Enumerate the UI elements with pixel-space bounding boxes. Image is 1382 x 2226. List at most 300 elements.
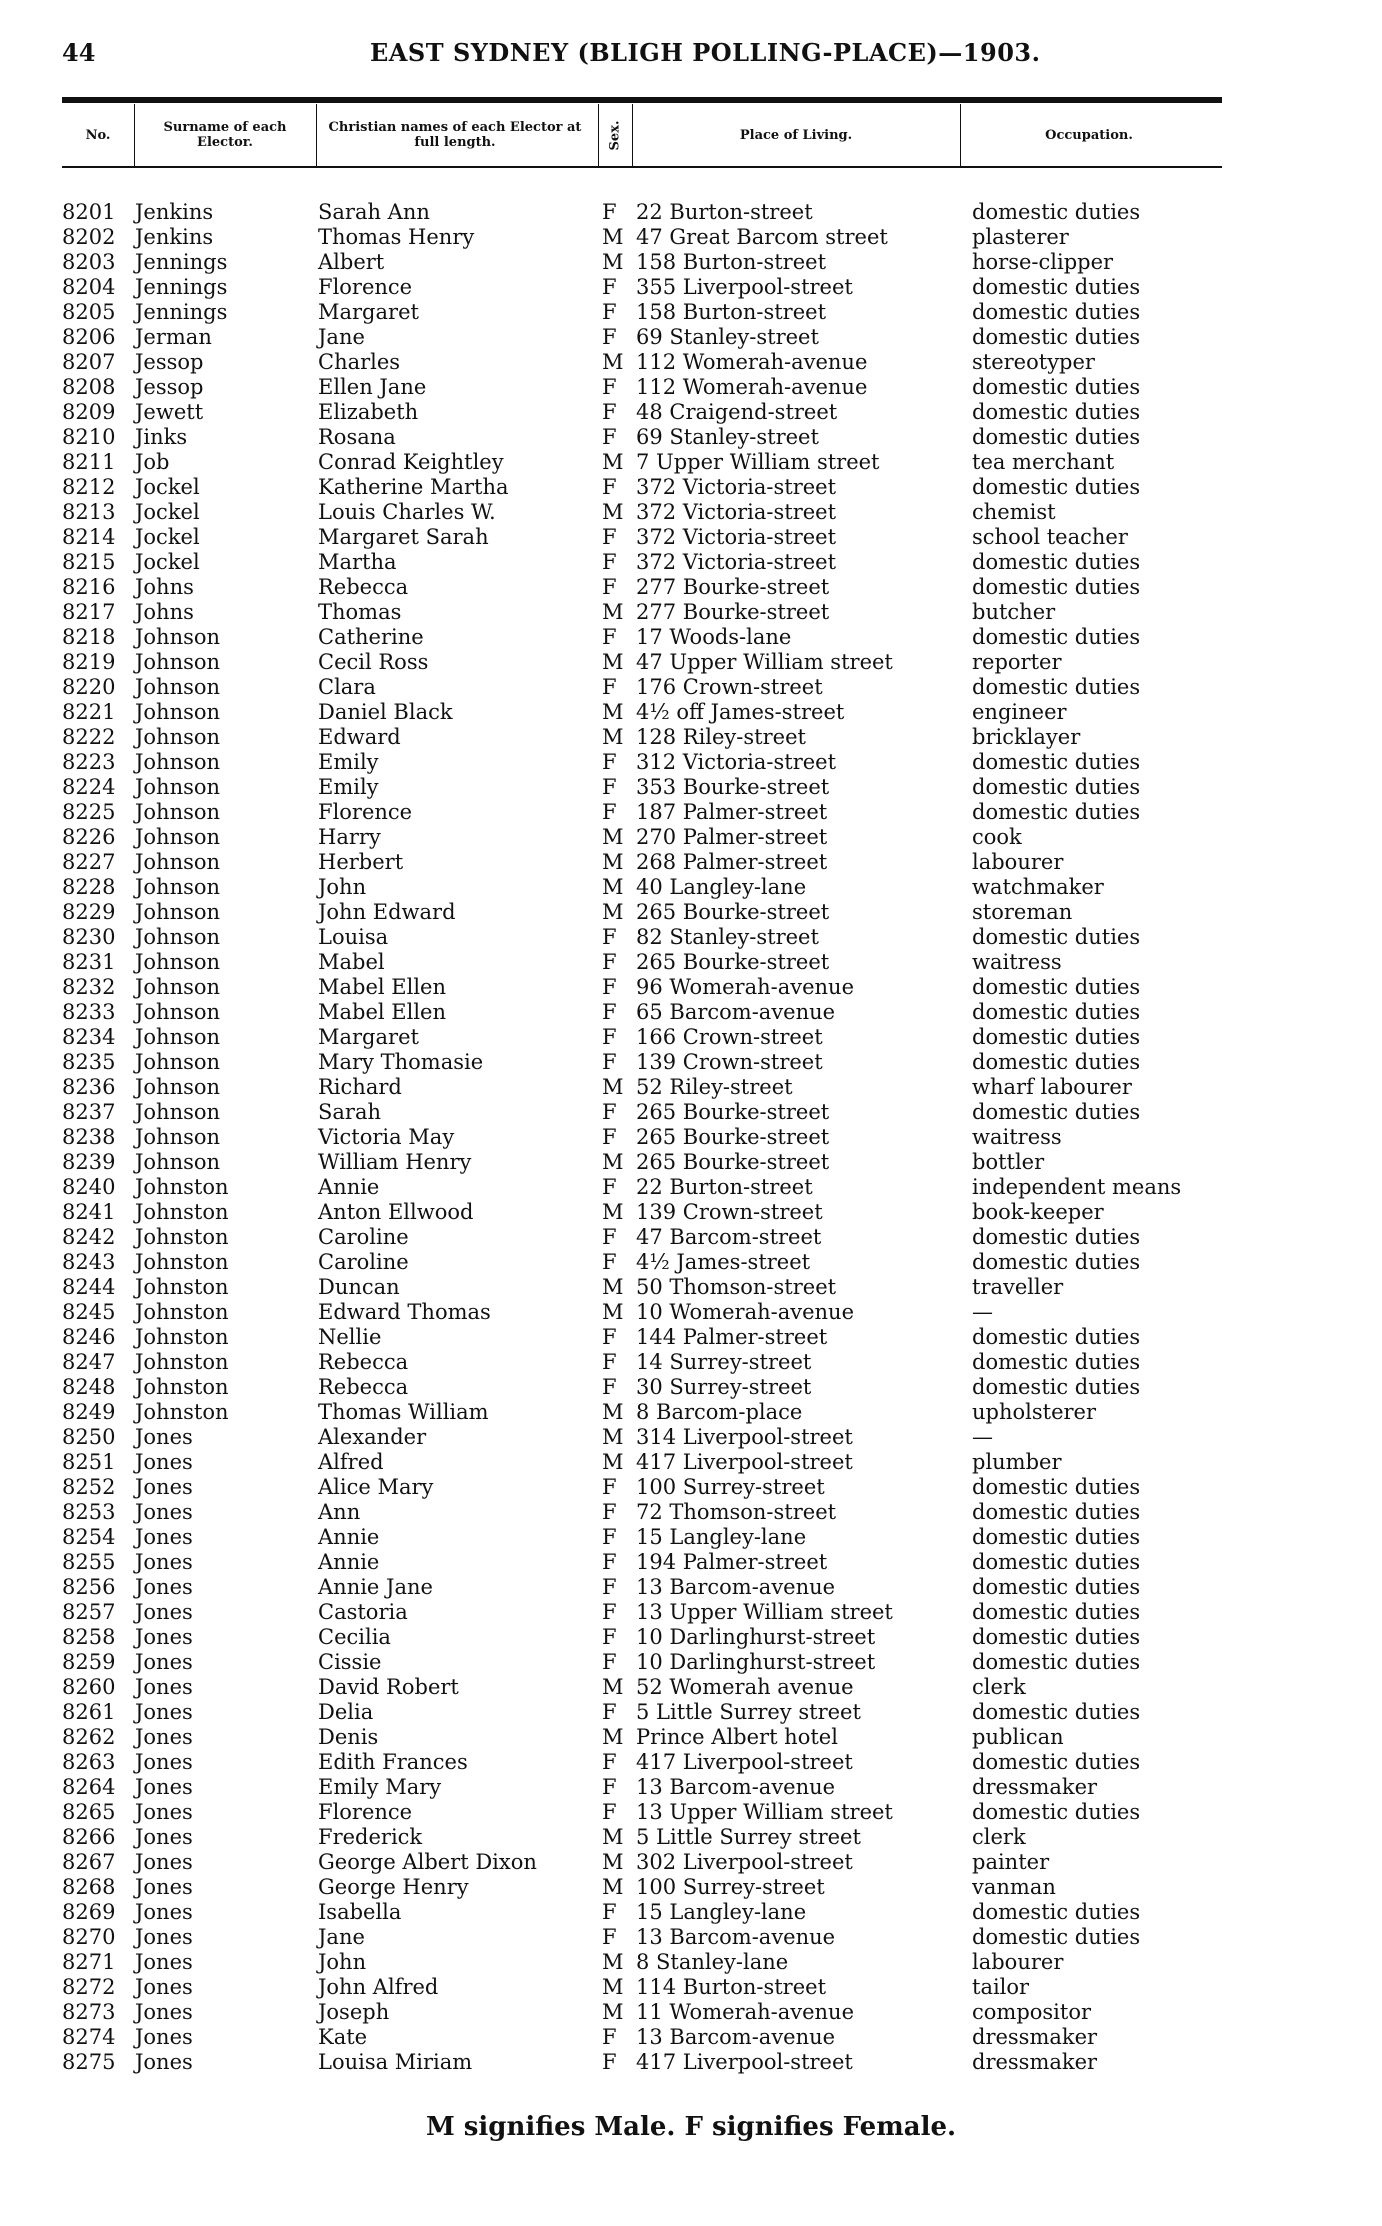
elector-place-of-living: 268 Palmer-street (636, 850, 828, 874)
elector-number: 8239 (62, 1150, 116, 1174)
elector-surname: Jockel (135, 475, 200, 499)
elector-place-of-living: 265 Bourke-street (636, 900, 830, 924)
elector-sex: F (602, 1550, 617, 1574)
elector-row (0, 1975, 1382, 2000)
elector-christian-names: Catherine (318, 625, 424, 649)
elector-surname: Jones (135, 2000, 193, 2024)
elector-christian-names: Sarah (318, 1100, 381, 1124)
elector-number: 8259 (62, 1650, 116, 1674)
elector-number: 8265 (62, 1800, 116, 1824)
elector-number: 8264 (62, 1775, 116, 1799)
elector-christian-names: Louisa Miriam (318, 2050, 473, 2074)
elector-sex: M (602, 1875, 624, 1899)
elector-number: 8252 (62, 1475, 116, 1499)
elector-christian-names: Jane (318, 1925, 365, 1949)
elector-sex: M (602, 1275, 624, 1299)
elector-place-of-living: 13 Barcom-avenue (636, 2025, 836, 2049)
elector-christian-names: Herbert (318, 850, 404, 874)
elector-sex: F (602, 375, 617, 399)
elector-number: 8254 (62, 1525, 116, 1549)
elector-occupation: dressmaker (972, 2050, 1098, 2074)
elector-occupation: tea merchant (972, 450, 1115, 474)
elector-christian-names: Mabel (318, 950, 385, 974)
elector-number: 8220 (62, 675, 116, 699)
elector-place-of-living: 11 Womerah-avenue (636, 2000, 855, 2024)
elector-row (0, 725, 1382, 750)
elector-row (0, 550, 1382, 575)
elector-number: 8267 (62, 1850, 116, 1874)
elector-sex: M (602, 1150, 624, 1174)
elector-surname: Johnson (135, 700, 221, 724)
elector-row (0, 1350, 1382, 1375)
elector-sex: F (602, 275, 617, 299)
column-header-occupation: Occupation. (1045, 127, 1133, 143)
elector-place-of-living: 270 Palmer-street (636, 825, 828, 849)
elector-christian-names: Sarah Ann (318, 200, 430, 224)
elector-occupation: domestic duties (972, 1900, 1141, 1924)
elector-surname: Jones (135, 1425, 193, 1449)
elector-surname: Johnston (135, 1175, 229, 1199)
elector-christian-names: Jane (318, 325, 365, 349)
elector-christian-names: Mabel Ellen (318, 1000, 446, 1024)
elector-sex: M (602, 850, 624, 874)
elector-occupation: publican (972, 1725, 1064, 1749)
elector-sex: F (602, 2050, 617, 2074)
elector-place-of-living: Prince Albert hotel (636, 1725, 838, 1749)
elector-number: 8241 (62, 1200, 116, 1224)
elector-occupation: domestic duties (972, 550, 1141, 574)
elector-row (0, 2025, 1382, 2050)
elector-place-of-living: 72 Thomson-street (636, 1500, 837, 1524)
elector-occupation: domestic duties (972, 750, 1141, 774)
electors-list (0, 200, 1382, 2075)
elector-row (0, 200, 1382, 225)
elector-row (0, 1025, 1382, 1050)
elector-place-of-living: 372 Victoria-street (636, 500, 837, 524)
elector-occupation: wharf labourer (972, 1075, 1132, 1099)
elector-sex: F (602, 1600, 617, 1624)
elector-sex: M (602, 1425, 624, 1449)
elector-number: 8211 (62, 450, 116, 474)
elector-surname: Johnston (135, 1225, 229, 1249)
elector-row (0, 1925, 1382, 1950)
elector-row (0, 775, 1382, 800)
elector-surname: Johns (135, 600, 194, 624)
elector-surname: Johnson (135, 675, 221, 699)
elector-sex: F (602, 1775, 617, 1799)
elector-row (0, 1525, 1382, 1550)
elector-sex: F (602, 475, 617, 499)
elector-sex: M (602, 1400, 624, 1424)
elector-row (0, 675, 1382, 700)
elector-christian-names: Ann (318, 1500, 361, 1524)
elector-place-of-living: 8 Stanley-lane (636, 1950, 789, 1974)
elector-surname: Jenkins (135, 200, 214, 224)
elector-place-of-living: 139 Crown-street (636, 1050, 823, 1074)
elector-surname: Jerman (135, 325, 212, 349)
elector-occupation: domestic duties (972, 1575, 1141, 1599)
elector-place-of-living: 14 Surrey-street (636, 1350, 812, 1374)
elector-row (0, 1650, 1382, 1675)
elector-occupation: domestic duties (972, 1050, 1141, 1074)
elector-occupation: domestic duties (972, 800, 1141, 824)
elector-row (0, 1275, 1382, 1300)
elector-surname: Jones (135, 1675, 193, 1699)
elector-row (0, 1125, 1382, 1150)
elector-christian-names: Denis (318, 1725, 379, 1749)
elector-surname: Jockel (135, 550, 200, 574)
elector-sex: F (602, 1325, 617, 1349)
elector-surname: Johnson (135, 625, 221, 649)
elector-place-of-living: 312 Victoria-street (636, 750, 837, 774)
elector-christian-names: Albert (318, 250, 385, 274)
elector-occupation: domestic duties (972, 975, 1141, 999)
elector-christian-names: Nellie (318, 1325, 382, 1349)
elector-row (0, 1575, 1382, 1600)
elector-row (0, 1150, 1382, 1175)
elector-surname: Johnson (135, 875, 221, 899)
elector-surname: Jones (135, 1450, 193, 1474)
elector-christian-names: Castoria (318, 1600, 408, 1624)
elector-surname: Jessop (135, 375, 204, 399)
elector-number: 8216 (62, 575, 116, 599)
elector-number: 8225 (62, 800, 116, 824)
elector-surname: Jones (135, 1950, 193, 1974)
elector-surname: Johnson (135, 850, 221, 874)
elector-number: 8236 (62, 1075, 116, 1099)
elector-number: 8238 (62, 1125, 116, 1149)
elector-number: 8205 (62, 300, 116, 324)
page-title: EAST SYDNEY (BLIGH POLLING-PLACE)—1903. (370, 38, 1041, 67)
elector-christian-names: William Henry (318, 1150, 472, 1174)
elector-row (0, 275, 1382, 300)
elector-number: 8275 (62, 2050, 116, 2074)
elector-occupation: waitress (972, 950, 1062, 974)
elector-surname: Johnson (135, 1075, 221, 1099)
elector-number: 8251 (62, 1450, 116, 1474)
elector-number: 8248 (62, 1375, 116, 1399)
elector-place-of-living: 158 Burton-street (636, 300, 827, 324)
elector-row (0, 1625, 1382, 1650)
elector-row (0, 2000, 1382, 2025)
elector-christian-names: Margaret (318, 1025, 419, 1049)
elector-row (0, 1100, 1382, 1125)
elector-christian-names: Caroline (318, 1225, 409, 1249)
elector-number: 8271 (62, 1950, 116, 1974)
elector-surname: Johnson (135, 825, 221, 849)
elector-row (0, 1675, 1382, 1700)
elector-row (0, 1425, 1382, 1450)
elector-christian-names: Alice Mary (318, 1475, 434, 1499)
elector-place-of-living: 10 Darlinghurst-street (636, 1625, 876, 1649)
elector-sex: F (602, 1700, 617, 1724)
elector-row (0, 450, 1382, 475)
elector-number: 8245 (62, 1300, 116, 1324)
elector-row (0, 500, 1382, 525)
elector-sex: F (602, 1100, 617, 1124)
elector-surname: Johnson (135, 975, 221, 999)
elector-christian-names: Rebecca (318, 1350, 409, 1374)
elector-christian-names: Harry (318, 825, 381, 849)
elector-occupation: domestic duties (972, 1700, 1141, 1724)
elector-place-of-living: 22 Burton-street (636, 1175, 813, 1199)
elector-sex: F (602, 800, 617, 824)
elector-surname: Jones (135, 1875, 193, 1899)
elector-christian-names: Richard (318, 1075, 402, 1099)
elector-christian-names: Charles (318, 350, 401, 374)
elector-sex: M (602, 1975, 624, 1999)
elector-place-of-living: 15 Langley-lane (636, 1900, 807, 1924)
elector-occupation: — (972, 1425, 993, 1449)
column-header-place: Place of Living. (739, 127, 853, 143)
elector-place-of-living: 187 Palmer-street (636, 800, 828, 824)
elector-place-of-living: 22 Burton-street (636, 200, 813, 224)
elector-sex: M (602, 650, 624, 674)
elector-place-of-living: 277 Bourke-street (636, 600, 830, 624)
elector-number: 8237 (62, 1100, 116, 1124)
elector-number: 8217 (62, 600, 116, 624)
elector-surname: Johnson (135, 1050, 221, 1074)
elector-occupation: domestic duties (972, 675, 1141, 699)
elector-sex: M (602, 1200, 624, 1224)
elector-row (0, 250, 1382, 275)
elector-place-of-living: 417 Liverpool-street (636, 1750, 853, 1774)
elector-place-of-living: 372 Victoria-street (636, 525, 837, 549)
elector-place-of-living: 40 Langley-lane (636, 875, 807, 899)
elector-surname: Jones (135, 1975, 193, 1999)
elector-row (0, 850, 1382, 875)
elector-place-of-living: 65 Barcom-avenue (636, 1000, 836, 1024)
elector-place-of-living: 52 Riley-street (636, 1075, 793, 1099)
elector-number: 8214 (62, 525, 116, 549)
elector-row (0, 1875, 1382, 1900)
elector-christian-names: Joseph (318, 2000, 390, 2024)
elector-number: 8210 (62, 425, 116, 449)
elector-surname: Johnson (135, 725, 221, 749)
elector-number: 8249 (62, 1400, 116, 1424)
elector-number: 8209 (62, 400, 116, 424)
elector-row (0, 400, 1382, 425)
elector-christian-names: Elizabeth (318, 400, 419, 424)
elector-occupation: domestic duties (972, 925, 1141, 949)
elector-row (0, 1175, 1382, 1200)
elector-sex: F (602, 1175, 617, 1199)
elector-christian-names: Alexander (318, 1425, 427, 1449)
elector-number: 8262 (62, 1725, 116, 1749)
elector-sex: F (602, 1475, 617, 1499)
elector-row (0, 1725, 1382, 1750)
elector-place-of-living: 4½ off James-street (636, 700, 845, 724)
elector-number: 8204 (62, 275, 116, 299)
elector-occupation: domestic duties (972, 400, 1141, 424)
column-separator (316, 104, 317, 166)
elector-surname: Jones (135, 1500, 193, 1524)
elector-place-of-living: 372 Victoria-street (636, 475, 837, 499)
elector-christian-names: Florence (318, 1800, 413, 1824)
elector-christian-names: George Albert Dixon (318, 1850, 537, 1874)
elector-number: 8234 (62, 1025, 116, 1049)
elector-occupation: domestic duties (972, 1225, 1141, 1249)
elector-row (0, 1850, 1382, 1875)
elector-row (0, 225, 1382, 250)
elector-christian-names: Thomas William (318, 1400, 489, 1424)
elector-sex: F (602, 1900, 617, 1924)
elector-place-of-living: 13 Upper William street (636, 1800, 893, 1824)
elector-number: 8244 (62, 1275, 116, 1299)
elector-occupation: domestic duties (972, 1525, 1141, 1549)
elector-number: 8231 (62, 950, 116, 974)
elector-row (0, 300, 1382, 325)
elector-christian-names: Victoria May (318, 1125, 455, 1149)
elector-sex: M (602, 1725, 624, 1749)
elector-place-of-living: 47 Upper William street (636, 650, 893, 674)
elector-surname: Jockel (135, 500, 200, 524)
elector-surname: Johns (135, 575, 194, 599)
elector-number: 8207 (62, 350, 116, 374)
elector-number: 8261 (62, 1700, 116, 1724)
elector-row (0, 825, 1382, 850)
elector-number: 8240 (62, 1175, 116, 1199)
elector-christian-names: Isabella (318, 1900, 402, 1924)
elector-place-of-living: 13 Barcom-avenue (636, 1775, 836, 1799)
column-header-sex: Sex. (607, 120, 623, 150)
elector-christian-names: George Henry (318, 1875, 469, 1899)
elector-row (0, 625, 1382, 650)
elector-christian-names: Louisa (318, 925, 389, 949)
elector-number: 8226 (62, 825, 116, 849)
elector-sex: M (602, 2000, 624, 2024)
elector-surname: Johnston (135, 1300, 229, 1324)
elector-number: 8221 (62, 700, 116, 724)
elector-christian-names: Florence (318, 800, 413, 824)
elector-number: 8208 (62, 375, 116, 399)
elector-surname: Jennings (135, 300, 228, 324)
elector-place-of-living: 5 Little Surrey street (636, 1700, 861, 1724)
elector-surname: Jinks (135, 425, 188, 449)
elector-christian-names: Annie Jane (318, 1575, 433, 1599)
elector-sex: F (602, 1500, 617, 1524)
elector-christian-names: Katherine Martha (318, 475, 509, 499)
elector-christian-names: John Alfred (318, 1975, 439, 1999)
elector-row (0, 375, 1382, 400)
elector-sex: F (602, 1000, 617, 1024)
elector-place-of-living: 277 Bourke-street (636, 575, 830, 599)
elector-place-of-living: 10 Darlinghurst-street (636, 1650, 876, 1674)
elector-christian-names: John (318, 1950, 367, 1974)
elector-occupation: domestic duties (972, 575, 1141, 599)
elector-row (0, 1450, 1382, 1475)
elector-occupation: domestic duties (972, 1325, 1141, 1349)
elector-sex: F (602, 1375, 617, 1399)
elector-surname: Jones (135, 1900, 193, 1924)
elector-row (0, 1000, 1382, 1025)
elector-row (0, 1900, 1382, 1925)
elector-place-of-living: 82 Stanley-street (636, 925, 819, 949)
column-separator (134, 104, 135, 166)
elector-row (0, 1075, 1382, 1100)
elector-row (0, 700, 1382, 725)
elector-surname: Johnson (135, 950, 221, 974)
elector-sex: F (602, 1525, 617, 1549)
elector-occupation: domestic duties (972, 1625, 1141, 1649)
elector-row (0, 1750, 1382, 1775)
elector-number: 8230 (62, 925, 116, 949)
elector-occupation: bottler (972, 1150, 1045, 1174)
elector-row (0, 1250, 1382, 1275)
elector-surname: Jones (135, 1575, 193, 1599)
elector-occupation: plasterer (972, 225, 1069, 249)
elector-christian-names: Thomas (318, 600, 402, 624)
elector-row (0, 1950, 1382, 1975)
elector-occupation: bricklayer (972, 725, 1081, 749)
elector-christian-names: John (318, 875, 367, 899)
elector-place-of-living: 265 Bourke-street (636, 1100, 830, 1124)
elector-occupation: plumber (972, 1450, 1062, 1474)
elector-number: 8213 (62, 500, 116, 524)
column-separator (632, 104, 633, 166)
elector-occupation: — (972, 1300, 993, 1324)
elector-christian-names: Annie (318, 1550, 380, 1574)
elector-row (0, 525, 1382, 550)
elector-occupation: tailor (972, 1975, 1030, 1999)
elector-number: 8219 (62, 650, 116, 674)
elector-christian-names: Kate (318, 2025, 368, 2049)
elector-surname: Johnston (135, 1275, 229, 1299)
elector-row (0, 950, 1382, 975)
elector-surname: Johnson (135, 650, 221, 674)
elector-surname: Job (135, 450, 170, 474)
elector-row (0, 325, 1382, 350)
elector-row (0, 975, 1382, 1000)
elector-sex: M (602, 350, 624, 374)
elector-sex: F (602, 200, 617, 224)
column-header-no: No. (85, 127, 111, 143)
elector-sex: M (602, 700, 624, 724)
elector-occupation: butcher (972, 600, 1056, 624)
elector-occupation: school teacher (972, 525, 1128, 549)
elector-number: 8269 (62, 1900, 116, 1924)
elector-place-of-living: 13 Barcom-avenue (636, 1575, 836, 1599)
elector-place-of-living: 13 Barcom-avenue (636, 1925, 836, 1949)
elector-place-of-living: 100 Surrey-street (636, 1475, 825, 1499)
elector-place-of-living: 30 Surrey-street (636, 1375, 812, 1399)
elector-sex: M (602, 825, 624, 849)
elector-sex: F (602, 950, 617, 974)
elector-sex: F (602, 1125, 617, 1149)
elector-christian-names: Anton Ellwood (318, 1200, 474, 1224)
elector-surname: Johnson (135, 925, 221, 949)
elector-sex: F (602, 525, 617, 549)
elector-place-of-living: 47 Great Barcom street (636, 225, 888, 249)
elector-row (0, 875, 1382, 900)
header-rule-top (62, 97, 1222, 103)
elector-occupation: domestic duties (972, 425, 1141, 449)
elector-surname: Jones (135, 1725, 193, 1749)
elector-place-of-living: 112 Womerah-avenue (636, 375, 868, 399)
elector-number: 8246 (62, 1325, 116, 1349)
elector-christian-names: Ellen Jane (318, 375, 427, 399)
elector-christian-names: Alfred (318, 1450, 384, 1474)
elector-christian-names: Edward (318, 725, 401, 749)
elector-surname: Jones (135, 1650, 193, 1674)
elector-christian-names: David Robert (318, 1675, 459, 1699)
elector-number: 8242 (62, 1225, 116, 1249)
elector-sex: F (602, 1225, 617, 1249)
elector-number: 8266 (62, 1825, 116, 1849)
elector-place-of-living: 47 Barcom-street (636, 1225, 822, 1249)
elector-surname: Johnston (135, 1400, 229, 1424)
header-rule-bottom (62, 166, 1222, 168)
